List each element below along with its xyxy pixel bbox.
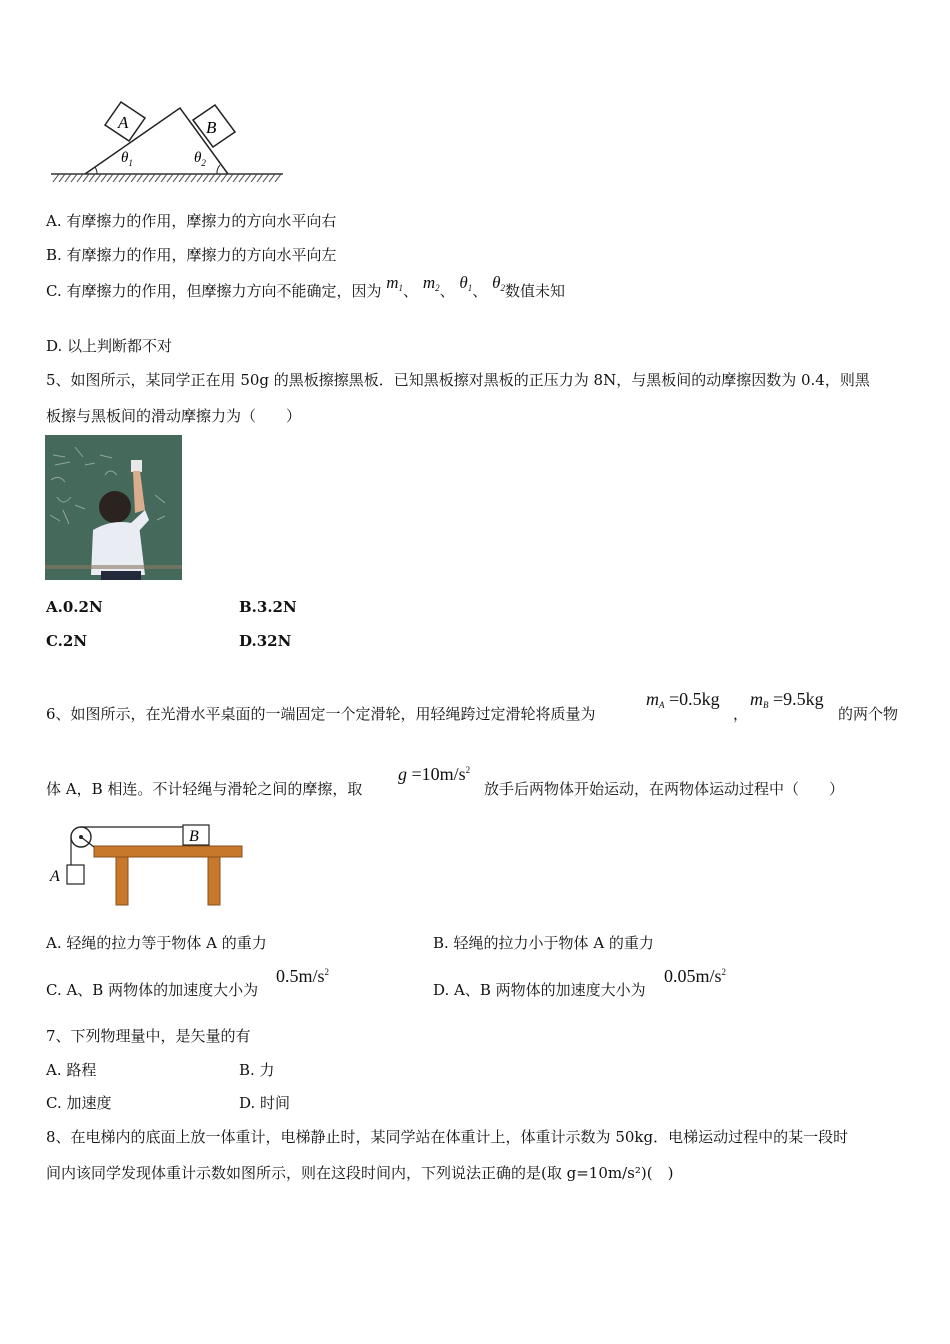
q6-option-a: A. 轻绳的拉力等于物体 A 的重力: [46, 934, 267, 952]
q7-option-b: B. 力: [239, 1061, 275, 1079]
blackboard-photo: [45, 435, 182, 580]
q5-option-b: B.3.2N: [239, 598, 297, 616]
svg-text:θ1: $\theta_1$: [121, 150, 133, 168]
q7-option-d: D. 时间: [239, 1094, 291, 1112]
q4-option-c: C. 有摩擦力的作用，但摩擦力方向不能确定，因为 $m_1$、 $m_2$、 $\theta_1$、 $\theta_2$数值未知: [46, 273, 565, 300]
q4-option-a: A. 有摩擦力的作用，摩擦力的方向水平向右: [46, 212, 337, 230]
pulley-table-figure: [46, 823, 246, 908]
q6-stem-p4: 放手后两物体开始运动，在两物体运动过程中（ ）: [484, 780, 845, 798]
q6-option-d-value: $0.05m/s^2$: [664, 966, 727, 986]
q8-stem-line1: 8、在电梯内的底面上放一体重计，电梯静止时，某同学站在体重计上，体重计示数为 50kg．电梯运动过程中的某一段时: [46, 1128, 849, 1146]
q6-comma: ，: [733, 705, 749, 723]
q6-option-c: C. A、B 两物体的加速度大小为: [46, 981, 259, 999]
q5-stem-line2: 板擦与黑板间的滑动摩擦力为（ ）: [46, 407, 302, 425]
q7-option-c: C. 加速度: [46, 1094, 112, 1112]
q5-option-d: D.32N: [239, 632, 292, 650]
q6-stem-p2: 的两个物: [838, 705, 899, 723]
q6-option-d: D. A、B 两物体的加速度大小为: [433, 981, 646, 999]
q6-mass-a: $m_A =0.5kg$: [646, 689, 720, 710]
wedge-figure: [45, 98, 290, 188]
q6-block-b-label: B: [189, 828, 199, 845]
q5-option-a: A.0.2N: [46, 598, 103, 616]
q5-option-c: C.2N: [46, 632, 88, 650]
q6-mass-b: $m_B =9.5kg$: [750, 689, 824, 710]
q7-option-a: A. 路程: [46, 1061, 97, 1079]
q5-stem-line1: 5、如图所示，某同学正在用 50g 的黑板擦擦黑板．已知黑板擦对黑板的正压力为 8N，与黑板间的动摩擦因数为 0.4，则黑: [46, 371, 870, 389]
q4-option-d: D. 以上判断都不对: [46, 337, 173, 355]
block-a-label: A: [118, 113, 129, 132]
q7-stem: 7、下列物理量中，是矢量的有: [46, 1027, 251, 1045]
q4-option-b: B. 有摩擦力的作用，摩擦力的方向水平向左: [46, 246, 337, 264]
svg-text:θ2: $\theta_2$: [194, 150, 206, 168]
q6-stem-p3: 体 A，B 相连。不计轻绳与滑轮之间的摩擦，取: [46, 780, 363, 798]
q6-block-a-label: A: [50, 868, 60, 885]
q6-g-value: $g =10m/s^2$: [398, 764, 471, 784]
q6-option-b: B. 轻绳的拉力小于物体 A 的重力: [433, 934, 654, 952]
q6-option-c-value: $0.5m/s^2$: [276, 966, 330, 986]
q8-stem-line2: 间内该同学发现体重计示数如图所示，则在这段时间内，下列说法正确的是(取 g=10m/s²)( ): [46, 1164, 674, 1182]
q6-stem-p1: 6、如图所示，在光滑水平桌面的一端固定一个定滑轮，用轻绳跨过定滑轮将质量为: [46, 705, 596, 723]
block-b-label: B: [206, 118, 217, 137]
